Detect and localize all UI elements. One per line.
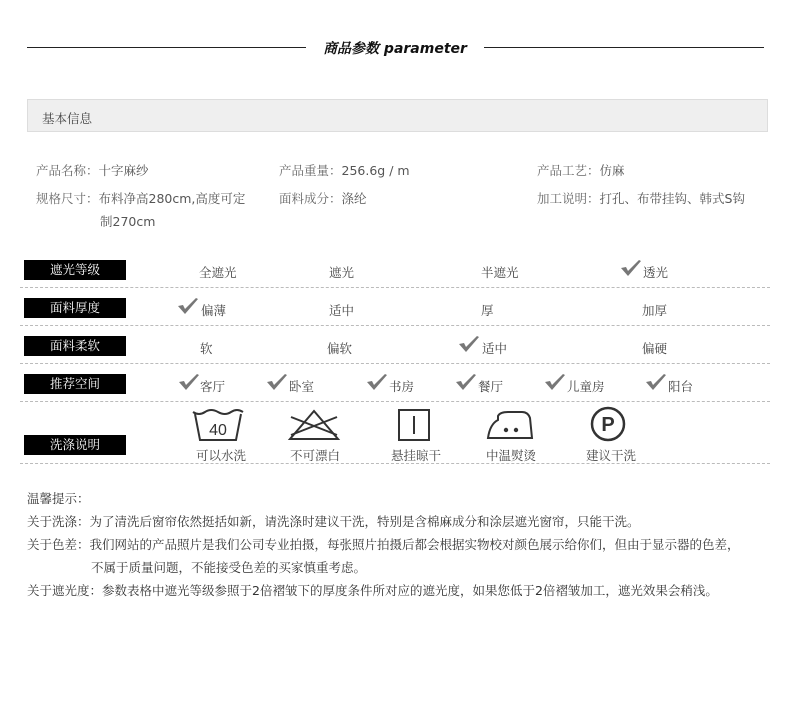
option-label: 儿童房: [567, 379, 605, 394]
check-icon: [366, 373, 388, 391]
option-label: 阳台: [668, 379, 694, 394]
spec-material: [279, 189, 367, 207]
row-label-washing: 洗涤说明: [24, 435, 126, 455]
hang-dry-icon: [397, 408, 431, 442]
basic-info-label: 基本信息: [42, 111, 93, 126]
page-title: [0, 38, 790, 58]
spec-product-craft: [537, 161, 625, 179]
spec-value: 256.6g / m: [341, 163, 410, 178]
option-label: 半遮光: [481, 265, 519, 280]
spec-value: 十字麻纱: [98, 163, 149, 178]
option-label: 透光: [643, 265, 669, 280]
spec-product-weight: [279, 161, 410, 179]
spec-size: [36, 189, 245, 207]
dry-clean-letter: P: [601, 414, 615, 436]
iron-medium-icon: [486, 410, 534, 440]
spec-key: 加工说明：: [537, 191, 600, 206]
spec-size-line2: 制270cm: [100, 214, 156, 229]
option-label: 适中: [482, 341, 508, 356]
option-label: 偏硬: [642, 341, 668, 356]
check-icon: [645, 373, 667, 391]
notes-color-line2: 不属于质量问题，不能接受色差的买家慎重考虑。: [91, 560, 367, 575]
check-icon: [455, 373, 477, 391]
row-label-thickness: 面料厚度: [24, 298, 126, 318]
wash-40-icon: [191, 408, 245, 442]
spec-key: 产品重量：: [279, 163, 342, 178]
spec-key: 面料成分：: [279, 191, 342, 206]
check-icon: [544, 373, 566, 391]
spec-key: 产品名称：: [36, 163, 99, 178]
notes-wash: 关于洗涤：为了清洗后窗帘依然挺括如新，请洗涤时建议干洗，特别是含棉麻成分和涂层遮光窗帘，只能干洗。: [27, 514, 640, 529]
wash-label: 不可漂白: [290, 448, 341, 463]
wash-label: 悬挂晾干: [391, 448, 442, 463]
dry-clean-p-icon: [590, 406, 626, 442]
option-label: 软: [200, 341, 213, 356]
option-label: 偏软: [327, 341, 353, 356]
wash-label: 可以水洗: [196, 448, 247, 463]
option-label: 适中: [329, 303, 355, 318]
spec-key: 产品工艺：: [537, 163, 600, 178]
row-label-rooms: 推荐空间: [24, 374, 126, 394]
basic-info-bar: [27, 99, 768, 132]
check-icon: [178, 373, 200, 391]
page-title-text: 商品参数 parameter: [317, 41, 473, 57]
row-divider: [20, 463, 770, 464]
row-label-shading: 遮光等级: [24, 260, 126, 280]
option-label: 全遮光: [199, 265, 237, 280]
row-divider: [20, 287, 770, 288]
option-label: 餐厅: [478, 379, 504, 394]
check-icon: [177, 297, 199, 315]
option-label: 加厚: [642, 303, 668, 318]
option-label: 卧室: [289, 379, 315, 394]
row-divider: [20, 363, 770, 364]
option-label: 偏薄: [201, 303, 227, 318]
check-icon: [458, 335, 480, 353]
no-bleach-icon: [287, 409, 341, 441]
spec-process: [537, 189, 745, 207]
check-icon: [266, 373, 288, 391]
spec-key: 规格尺寸：: [36, 191, 99, 206]
notes-shading: 关于遮光度：参数表格中遮光等级参照于2倍褶皱下的厚度条件所对应的遮光度，如果您低于2倍褶皱加工，遮光效果会稍浅。: [27, 583, 718, 598]
spec-value: 涤纶: [341, 191, 367, 206]
wash-temperature-text: 40: [209, 422, 227, 439]
option-label: 客厅: [200, 379, 226, 394]
spec-product-name: [36, 161, 149, 179]
spec-value: 打孔、布带挂钩、韩式S钩: [599, 191, 745, 206]
notes-color-line1: 关于色差：我们网站的产品照片是我们公司专业拍摄，每张照片拍摄后都会根据实物校对颜色展示给你们，但由于显示器的色差，: [27, 537, 740, 552]
spec-value: 仿麻: [599, 163, 625, 178]
option-label: 厚: [481, 303, 494, 318]
row-divider: [20, 401, 770, 402]
notes-heading: 温馨提示：: [27, 491, 90, 506]
option-label: 书房: [389, 379, 415, 394]
option-label: 遮光: [329, 265, 355, 280]
spec-value: 布料净高280cm,高度可定: [98, 191, 246, 206]
wash-label: 建议干洗: [586, 448, 637, 463]
row-divider: [20, 325, 770, 326]
row-label-softness: 面料柔软: [24, 336, 126, 356]
check-icon: [620, 259, 642, 277]
wash-label: 中温熨烫: [486, 448, 537, 463]
